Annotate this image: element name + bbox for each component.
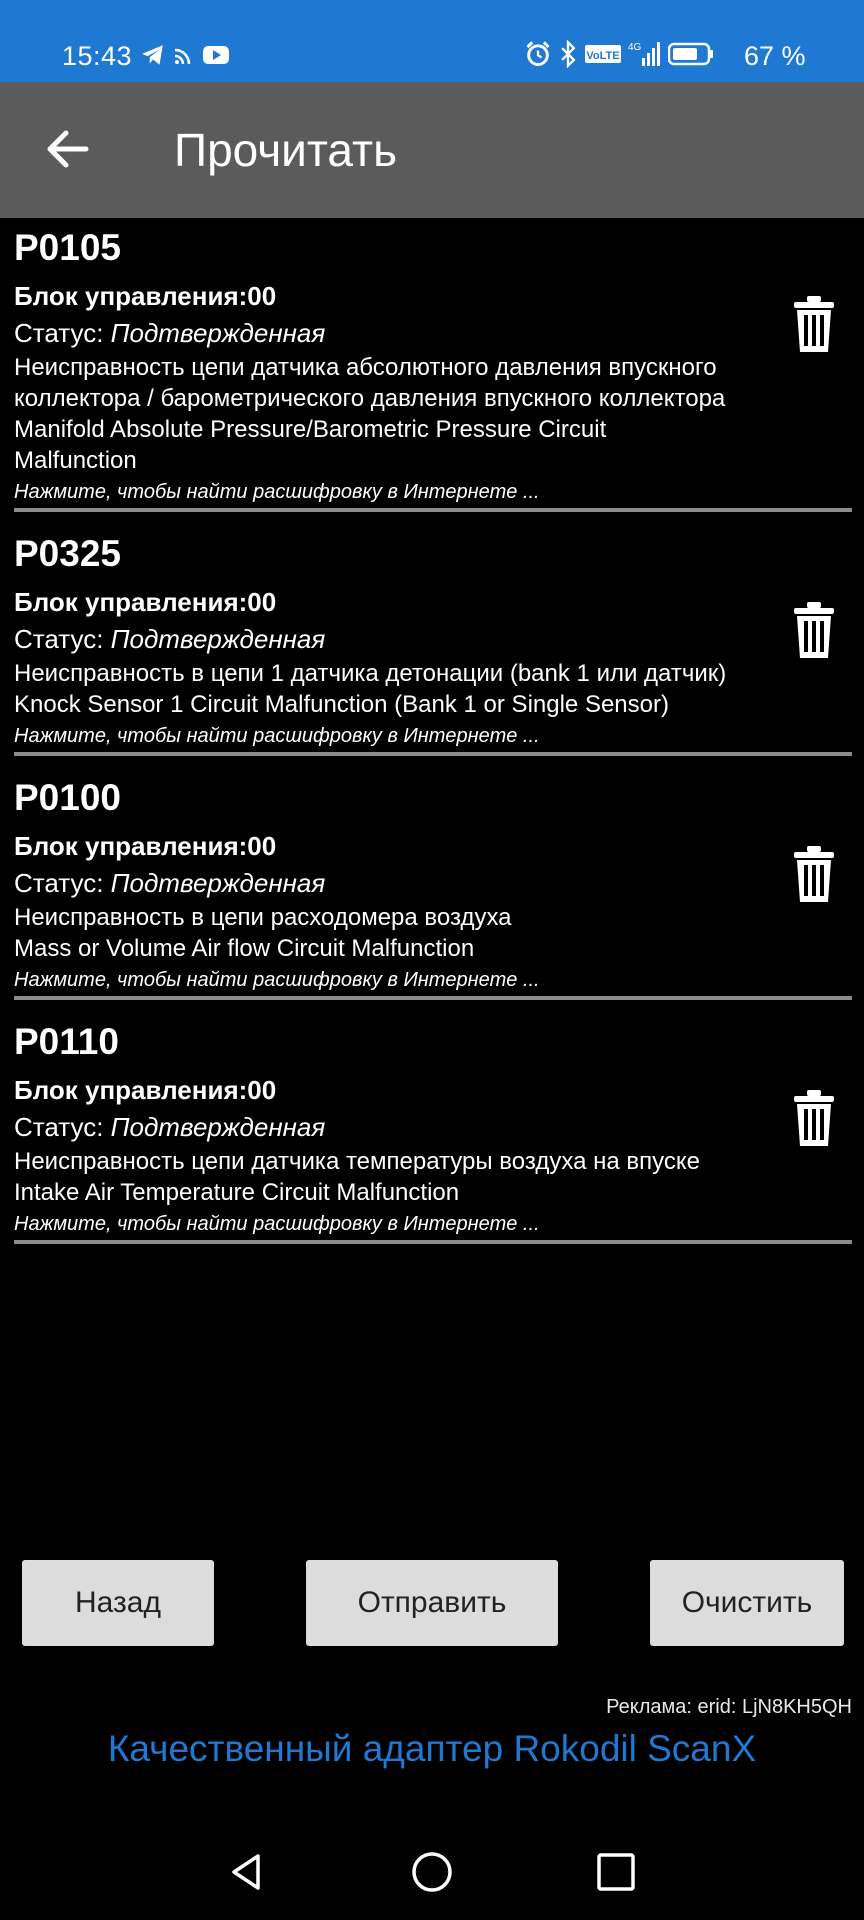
battery-percent: 67 % [744, 41, 806, 71]
dtc-code: P0110 [14, 1021, 119, 1062]
cast-icon [172, 43, 196, 67]
dtc-unit: Блок управления:00 [14, 281, 277, 311]
dtc-status-label: Статус: [14, 1112, 111, 1142]
dtc-list [0, 218, 864, 1256]
divider [14, 752, 852, 756]
nav-back-icon[interactable] [224, 1850, 268, 1894]
dtc-desc-en: Mass or Volume Air flow Circuit Malfunction [14, 935, 475, 962]
back-button[interactable]: Назад [22, 1560, 214, 1646]
dtc-unit: Блок управления:00 [14, 587, 277, 617]
dtc-desc-ru: Неисправность цепи датчика температуры воздуха на впуске [14, 1148, 700, 1175]
dtc-status-value: Подтвержденная [110, 318, 326, 348]
dtc-desc-en: Knock Sensor 1 Circuit Malfunction (Bank 1 or Single Sensor) [14, 691, 669, 718]
status-time: 15:43 [62, 41, 133, 71]
nav-recents-icon[interactable] [594, 1850, 638, 1894]
page-title: Прочитать [174, 124, 398, 176]
dtc-status-value: Подтвержденная [110, 868, 326, 898]
ad-label: Реклама: erid: LjN8KH5QH [606, 1696, 852, 1718]
divider [14, 1240, 852, 1244]
dtc-item[interactable] [0, 524, 836, 756]
dtc-search-link[interactable]: Нажмите, чтобы найти расшифровку в Интернете ... [14, 725, 540, 747]
trash-icon[interactable] [792, 1088, 836, 1148]
trash-icon[interactable] [792, 600, 836, 660]
dtc-search-link[interactable]: Нажмите, чтобы найти расшифровку в Интернете ... [14, 481, 540, 503]
dtc-status [14, 864, 836, 902]
status-right-icons [524, 40, 714, 68]
dtc-code: P0325 [14, 533, 121, 574]
volte-icon [584, 42, 622, 66]
dtc-desc-ru: Неисправность цепи датчика абсолютного давления впускного коллектора / барометрического давления впускного коллектора [14, 354, 726, 412]
youtube-icon [202, 44, 230, 66]
dtc-desc-en: Intake Air Temperature Circuit Malfunction [14, 1179, 460, 1206]
dtc-status-label: Статус: [14, 318, 111, 348]
svg-text:4G: 4G [628, 42, 642, 53]
dtc-code: P0100 [14, 777, 121, 818]
action-buttons [0, 1560, 864, 1648]
bluetooth-icon [558, 40, 578, 68]
status-left-icons [140, 42, 230, 68]
dtc-unit: Блок управления:00 [14, 1075, 277, 1105]
ad-link[interactable]: Качественный адаптер Rokodil ScanX [107, 1728, 757, 1769]
dtc-desc-ru: Неисправность в цепи расходомера воздуха [14, 904, 512, 931]
dtc-desc-en: Manifold Absolute Pressure/Barometric Pressure Circuit Malfunction [14, 416, 607, 474]
dtc-status [14, 620, 836, 658]
dtc-status-value: Подтвержденная [110, 1112, 326, 1142]
dtc-unit: Блок управления:00 [14, 831, 277, 861]
app-bar [0, 82, 864, 218]
dtc-status [14, 314, 836, 352]
battery-icon [668, 41, 714, 67]
alarm-icon [524, 40, 552, 68]
send-button[interactable]: Отправить [306, 1560, 558, 1646]
status-bar [0, 0, 864, 82]
svg-text:VoLTE: VoLTE [586, 50, 620, 62]
trash-icon[interactable] [792, 294, 836, 354]
divider [14, 996, 852, 1000]
dtc-status-label: Статус: [14, 868, 111, 898]
dtc-code: P0105 [14, 227, 121, 268]
divider [14, 508, 852, 512]
signal-4g-icon [628, 40, 662, 68]
dtc-search-link[interactable]: Нажмите, чтобы найти расшифровку в Интернете ... [14, 969, 540, 991]
dtc-item[interactable] [0, 1012, 836, 1244]
dtc-status-label: Статус: [14, 624, 111, 654]
dtc-item[interactable] [0, 218, 836, 512]
dtc-search-link[interactable]: Нажмите, чтобы найти расшифровку в Интернете ... [14, 1213, 540, 1235]
dtc-status [14, 1108, 836, 1146]
dtc-status-value: Подтвержденная [110, 624, 326, 654]
dtc-desc-ru: Неисправность в цепи 1 датчика детонации (bank 1 или датчик) [14, 660, 727, 687]
nav-bar [0, 1820, 864, 1920]
clear-button[interactable]: Очистить [650, 1560, 844, 1646]
nav-home-icon[interactable] [410, 1850, 454, 1894]
trash-icon[interactable] [792, 844, 836, 904]
back-arrow-icon[interactable] [42, 124, 92, 174]
dtc-item[interactable] [0, 768, 836, 1000]
telegram-icon [140, 42, 166, 68]
